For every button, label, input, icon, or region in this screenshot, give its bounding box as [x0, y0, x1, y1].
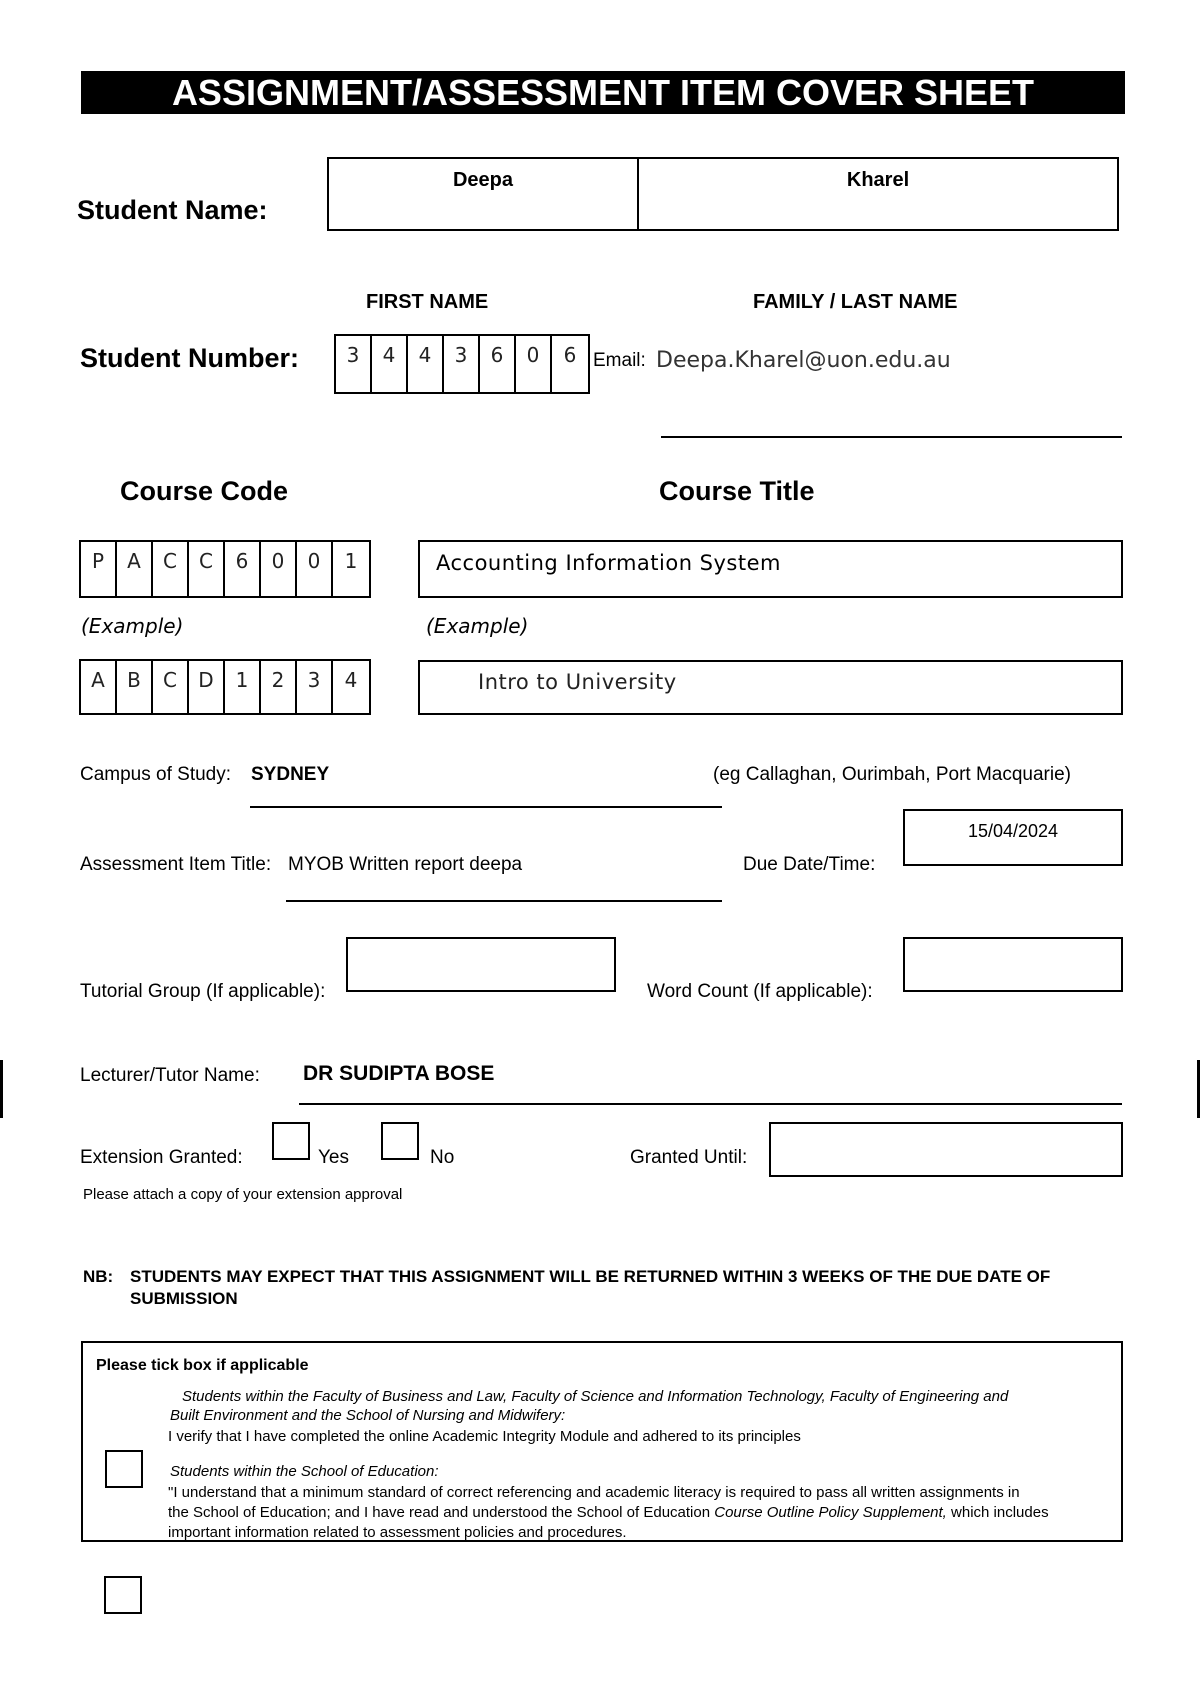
course-code-char: C [153, 542, 189, 596]
extension-yes-checkbox[interactable] [272, 1122, 310, 1160]
campus-label: Campus of Study: [80, 764, 232, 785]
page-edge-mark-left [0, 1060, 3, 1118]
email-field[interactable]: Deepa.Kharel@uon.edu.au [656, 348, 951, 373]
student-number-digit: 6 [480, 336, 516, 392]
nb-prefix: NB: [83, 1267, 114, 1286]
assessment-title-field[interactable]: MYOB Written report deepa [288, 854, 523, 875]
granted-until-field[interactable] [769, 1122, 1123, 1177]
faculty-heading-line-2: Built Environment and the School of Nursing and Midwifery: [170, 1407, 566, 1424]
lecturer-label: Lecturer/Tutor Name: [80, 1065, 260, 1086]
course-code-char: A [117, 542, 153, 596]
example-course-title: Intro to University [418, 660, 1123, 715]
faculty-heading-line-1: Students within the Faculty of Business and Law, Faculty of Science and Information Technology, Faculty of Engineering and [182, 1388, 1009, 1405]
extension-no-label: No [430, 1147, 455, 1168]
student-number-digit: 4 [408, 336, 444, 392]
education-text-part-a: the School of Education; and I have read and understood the School of Education [168, 1504, 715, 1521]
course-code-char: 0 [297, 542, 333, 596]
example-code-char: A [81, 661, 117, 713]
example-code-char: 2 [261, 661, 297, 713]
lecturer-underline [299, 1103, 1122, 1105]
course-code-char: 6 [225, 542, 261, 596]
campus-hint: (eg Callaghan, Ourimbah, Port Macquarie) [713, 764, 1072, 785]
course-code-char: 0 [261, 542, 297, 596]
extension-no-checkbox[interactable] [381, 1122, 419, 1160]
course-code-field[interactable] [79, 540, 371, 598]
course-code-char: 1 [344, 549, 358, 573]
student-number-digit: 3 [336, 336, 372, 392]
course-code-heading: Course Code [120, 476, 289, 506]
education-text-line-1: "I understand that a minimum standard of correct referencing and academic literacy is required to pass all written assignments in [168, 1484, 1020, 1501]
example-code-char: 3 [297, 661, 333, 713]
due-date-label: Due Date/Time: [743, 854, 876, 875]
nb-text-line-2: SUBMISSION [130, 1289, 238, 1308]
granted-until-label: Granted Until: [630, 1147, 748, 1168]
last-name-field[interactable]: Kharel [846, 169, 910, 191]
student-name-fields [327, 157, 1119, 231]
student-number-digit: 0 [516, 336, 552, 392]
education-declaration-checkbox[interactable] [104, 1576, 142, 1614]
student-number-digit: 4 [372, 336, 408, 392]
education-text-part-c: which includes [946, 1504, 1049, 1521]
example-code-char: 4 [344, 668, 358, 692]
word-count-label: Word Count (If applicable): [647, 981, 873, 1002]
student-number-digit: 3 [444, 336, 480, 392]
education-text-line-3: important information related to assessment policies and procedures. [168, 1524, 627, 1541]
example-code-char: 1 [225, 661, 261, 713]
first-name-caption: FIRST NAME [366, 291, 489, 313]
faculty-declaration-text: I verify that I have completed the online Academic Integrity Module and adhered to its principles [168, 1428, 801, 1445]
nb-text-line-1: STUDENTS MAY EXPECT THAT THIS ASSIGNMENT WILL BE RETURNED WITHIN 3 WEEKS OF THE DUE DATE OF [130, 1267, 1051, 1286]
example-label-title: (Example) [426, 614, 529, 638]
campus-field[interactable]: SYDNEY [251, 764, 330, 785]
student-number-digit: 6 [563, 343, 577, 367]
policy-supplement-title: Course Outline Policy Supplement, [714, 1504, 947, 1521]
page-title: ASSIGNMENT/ASSESSMENT ITEM COVER SHEET [81, 71, 1125, 114]
faculty-declaration-checkbox[interactable] [105, 1450, 143, 1488]
tutorial-group-label: Tutorial Group (If applicable): [80, 981, 326, 1002]
education-text-line-2 [168, 1504, 1049, 1521]
example-label-code: (Example) [81, 614, 184, 638]
extension-yes-label: Yes [318, 1147, 349, 1168]
education-heading: Students within the School of Education: [170, 1463, 439, 1480]
email-label: Email: [593, 350, 646, 371]
tutorial-group-field[interactable] [346, 937, 616, 992]
lecturer-field[interactable]: DR SUDIPTA BOSE [303, 1062, 495, 1085]
declarations-heading: Please tick box if applicable [96, 1357, 309, 1374]
example-code-char: D [189, 661, 225, 713]
course-title-field[interactable]: Accounting Information System [418, 540, 1123, 598]
extension-note: Please attach a copy of your extension approval [83, 1186, 403, 1203]
extension-label: Extension Granted: [80, 1147, 243, 1168]
declarations-box [81, 1341, 1123, 1542]
word-count-field[interactable] [903, 937, 1123, 992]
due-date-field[interactable]: 15/04/2024 [903, 809, 1123, 866]
student-number-field[interactable] [334, 334, 590, 394]
email-underline [661, 436, 1122, 438]
course-title-heading: Course Title [659, 476, 815, 506]
assessment-title-label: Assessment Item Title: [80, 854, 272, 875]
assessment-title-underline [286, 900, 722, 902]
example-code-char: C [153, 661, 189, 713]
example-code-char: B [117, 661, 153, 713]
student-name-label: Student Name: [77, 195, 268, 225]
campus-underline [250, 806, 722, 808]
course-code-char: C [189, 542, 225, 596]
course-code-char: P [81, 542, 117, 596]
first-name-field[interactable]: Deepa [329, 159, 639, 229]
student-number-label: Student Number: [80, 343, 299, 373]
last-name-caption: FAMILY / LAST NAME [753, 291, 958, 313]
example-course-code [79, 659, 371, 715]
